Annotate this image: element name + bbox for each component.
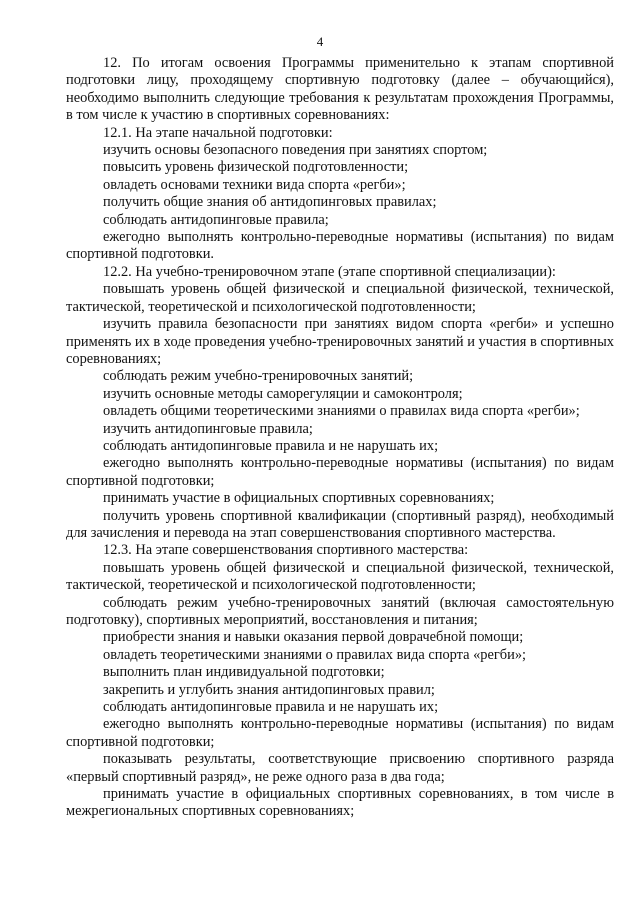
paragraph-12: 12. По итогам освоения Программы применительно к этапам спортивной подготовки лицу, проходящему спортивную подготовку (далее – обучающийся), необходимо выполнить следующие требования к результатам прохождения Программы, в том числе к участию в спортивных соревнованиях: [66,55,614,124]
list-item: принимать участие в официальных спортивных соревнованиях; [103,490,495,507]
section-12-1-heading: 12.1. На этапе начальной подготовки: [103,124,333,141]
list-item: овладеть основами техники вида спорта «регби»; [103,176,406,193]
list-item: соблюдать антидопинговые правила; [103,211,329,228]
list-item: получить уровень спортивной квалификации (спортивный разряд), необходимый для зачисления и перевода на этап совершенствования спортивного мастерства. [66,507,614,541]
list-item: приобрести знания и навыки оказания первой доврачебной помощи; [103,629,524,646]
list-item: получить общие знания об антидопинговых правилах; [103,194,437,211]
page-number: 4 [316,34,324,49]
list-item: изучить основы безопасного поведения при занятиях спортом; [103,142,488,159]
list-item: изучить правила безопасности при занятиях видом спорта «регби» и успешно применять их в ходе проведения учебно-тренировочных занятий и участия в спортивных соревнованиях; [66,316,614,367]
document-body [66,55,614,821]
list-item: повысить уровень физической подготовленности; [103,159,409,176]
list-item: принимать участие в официальных спортивных соревнованиях, в том числе в межрегиональных спортивных соревнованиях; [66,786,614,820]
list-item: повышать уровень общей физической и специальной физической, технической, тактической, теоретической и психологической подготовленности; [66,559,614,594]
list-item: ежегодно выполнять контрольно-переводные нормативы (испытания) по видам спортивной подготовки; [66,716,614,750]
list-item: изучить антидопинговые правила; [103,420,313,437]
list-item: выполнить план индивидуальной подготовки; [103,664,385,681]
list-item: ежегодно выполнять контрольно-переводные нормативы (испытания) по видам спортивной подготовки. [66,229,614,263]
list-item: закрепить и углубить знания антидопинговых правил; [103,681,435,698]
list-item: овладеть теоретическими знаниями о правилах вида спорта «регби»; [103,646,527,663]
list-item: изучить основные методы саморегуляции и самоконтроля; [103,385,463,402]
section-12-2-heading: 12.2. На учебно-тренировочном этапе (этапе спортивной специализации): [103,263,556,280]
section-12-3-heading: 12.3. На этапе совершенствования спортивного мастерства: [103,542,469,559]
list-item: соблюдать режим учебно-тренировочных занятий (включая самостоятельную подготовку), спортивных мероприятий, восстановления и питания; [66,594,614,628]
list-item: соблюдать антидопинговые правила и не нарушать их; [103,437,439,454]
list-item: соблюдать режим учебно-тренировочных занятий; [103,368,414,385]
list-item: показывать результаты, соответствующие присвоению спортивного разряда «первый спортивный разряд», не реже одного раза в два года; [66,751,614,785]
list-item: овладеть общими теоретическими знаниями о правилах вида спорта «регби»; [103,403,580,420]
list-item: ежегодно выполнять контрольно-переводные нормативы (испытания) по видам спортивной подготовки; [66,455,614,489]
list-item: повышать уровень общей физической и специальной физической, технической, тактической, теоретической и психологической подготовленности; [66,281,614,315]
list-item: соблюдать антидопинговые правила и не нарушать их; [103,699,439,716]
